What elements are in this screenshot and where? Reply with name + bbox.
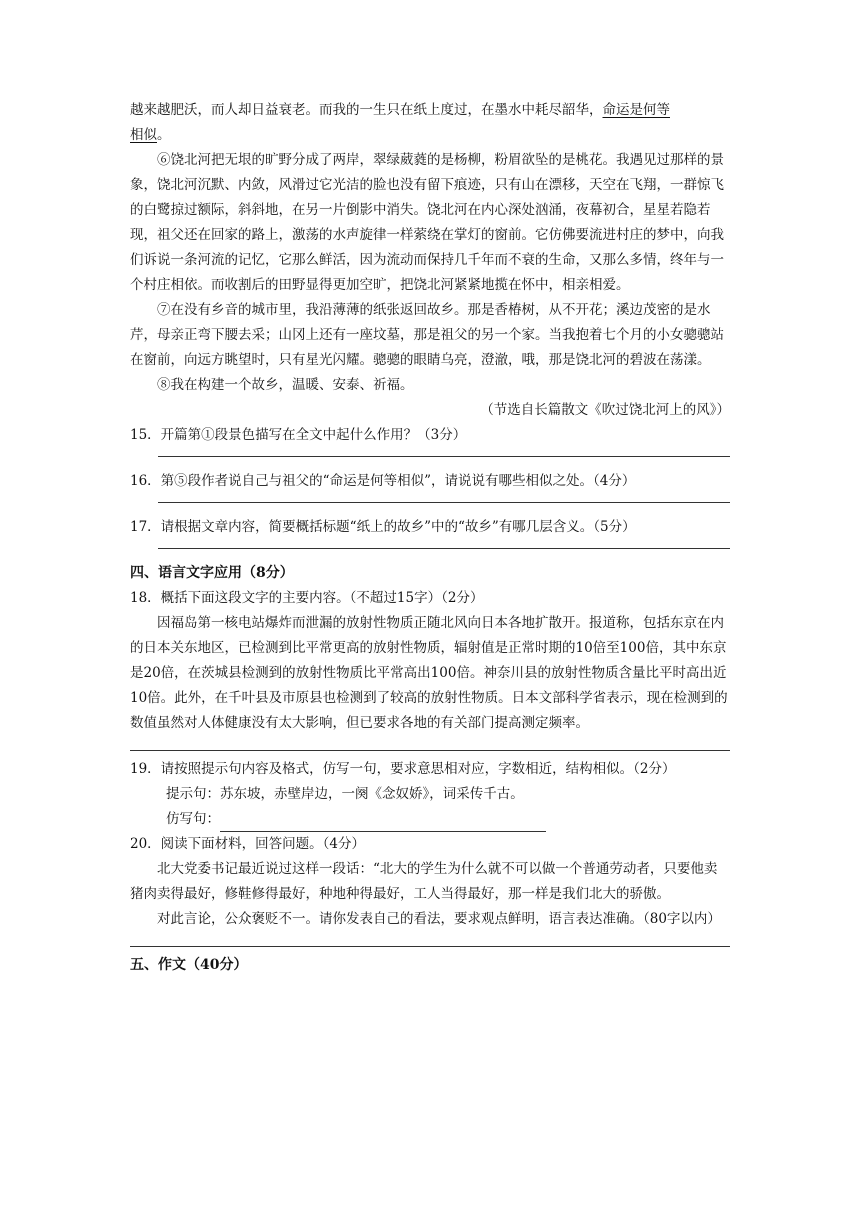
paragraph-8: ⑧我在构建一个故乡，温暖、安泰、祈福。 bbox=[157, 377, 414, 393]
paragraph-5-tail bbox=[130, 98, 730, 148]
paragraph-6: ⑥饶北河把无垠的旷野分成了两岸，翠绿葳蕤的是杨柳，粉眉欲坠的是桃花。我遇见过那样的景象，饶北河沉默、内敛，风滑过它光洁的脸也没有留下痕迹，只有山在漂移，天空在飞翔，一群惊飞的白鹭掠过额际，斜斜地，在另一片倒影中消失。饶北河在内心深处汹涌，夜幕初合，星星若隐若现，祖父还在回家的路上，激荡的水声旋律一样萦绕在掌灯的窗前。它仿佛要流进村庄的梦中，向我们诉说一条河流的记忆，它那么鲜活，因为流动而保持几千年而不衰的生命，又那么多情，终年与一个村庄相依。而收割后的田野显得更加空旷，把饶北河紧紧地揽在怀中，相亲相爱。 bbox=[130, 152, 724, 293]
p5-underlined-a: 命运是何等 bbox=[602, 102, 670, 118]
exam-page bbox=[130, 98, 730, 978]
question-16: 16．第⑤段作者说自己与祖父的“命运是何等相似”，请说说有哪些相似之处。（4分） bbox=[130, 473, 636, 489]
answer-line-20[interactable] bbox=[130, 932, 730, 947]
answer-line-17[interactable] bbox=[158, 540, 730, 549]
answer-line-18[interactable] bbox=[130, 736, 730, 751]
p5-underlined-b: 相似 bbox=[130, 127, 157, 143]
answer-line-16[interactable] bbox=[158, 494, 730, 503]
answer-line-15[interactable] bbox=[158, 448, 730, 457]
question-19-write bbox=[130, 807, 730, 832]
question-20-material: 北大党委书记最近说过这样一段话：“北大的学生为什么就不可以做一个普通劳动者，只要他卖猪肉卖得最好，修鞋修得最好，种地种得最好，工人当得最好，那一样是我们北大的骄傲。 bbox=[130, 861, 718, 902]
write-label: 仿写句： bbox=[166, 811, 220, 827]
p5-text: 越来越肥沃，而人却日益衰老。而我的一生只在纸上度过，在墨水中耗尽韶华， bbox=[130, 102, 603, 118]
question-18-passage: 因福岛第一核电站爆炸而泄漏的放射性物质正随北风向日本各地扩散开。报道称，包括东京在内的日本关东地区，已检测到比平常更高的放射性物质，辐射值是正常时期的10倍至100倍，其中东京是20倍，在茨城县检测到的放射性物质比平常高出100倍。神奈川县的放射性物质含量比平时高出近10倍。此外，在千叶县及市原县也检测到了较高的放射性物质。日本文部科学省表示，现在检测到的数值虽然对人体健康没有太大影响，但已要求各地的有关部门提高测定频率。 bbox=[130, 615, 728, 731]
paragraph-7: ⑦在没有乡音的城市里，我沿薄薄的纸张返回故乡。那是香椿树，从不开花；溪边茂密的是水芹，母亲正弯下腰去采；山冈上还有一座坟墓，那是祖父的另一个家。当我抱着七个月的小女骢骢站在窗前，向远方眺望时，只有星光闪耀。骢骢的眼睛乌亮，澄澈，哦，那是饶北河的碧波在荡漾。 bbox=[130, 302, 724, 368]
question-15: 15．开篇第①段景色描写在全文中起什么作用？（3分） bbox=[130, 427, 467, 443]
question-17: 17．请根据文章内容，简要概括标题“纸上的故乡”中的“故乡”有哪几层含义。（5分） bbox=[130, 519, 636, 535]
section-5-heading: 五、作文（40分） bbox=[130, 957, 248, 973]
section-4-heading: 四、语言文字应用（8分） bbox=[130, 565, 294, 581]
question-18: 18．概括下面这段文字的主要内容。（不超过15字）（2分） bbox=[130, 590, 484, 606]
essay-source: （节选自长篇散文《吹过饶北河上的风》） bbox=[480, 402, 730, 418]
answer-blank-19[interactable] bbox=[220, 815, 546, 832]
question-19-hint: 提示句：苏东坡，赤壁岸边，一阕《念奴娇》，词采传千古。 bbox=[166, 786, 524, 802]
question-19: 19．请按照提示句内容及格式，仿写一句，要求意思相对应，字数相近，结构相似。（2分） bbox=[130, 761, 676, 777]
p5-end: 。 bbox=[157, 127, 171, 143]
question-20-task: 对此言论，公众褒贬不一。请你发表自己的看法，要求观点鲜明，语言表达准确。（80字以内） bbox=[157, 911, 721, 927]
question-20: 20．阅读下面材料，回答问题。（4分） bbox=[130, 836, 366, 852]
